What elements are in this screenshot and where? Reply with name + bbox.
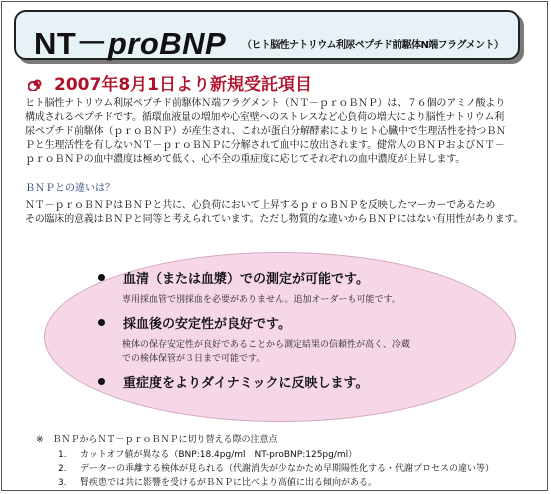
footnote-heading: ※ ＢＮＰからＮＴ－ｐｒｏＢＮＰに切り替える際の注意点 (36, 435, 278, 445)
bullet-icon (98, 274, 105, 281)
advantage-note: での検体保管が３日まで可能です。 (122, 354, 266, 364)
advantage-note: 専用採血管で別採血を必要がありません。追加オーダーも可能です。 (122, 295, 401, 305)
advantage-title: 血清（または血漿）での測定が可能です。 (123, 272, 369, 287)
advantage-item (98, 268, 369, 287)
swirl-icon (28, 75, 44, 91)
footnote-text: データーの乖離する検体が見られる（代謝消失が少なかため早期陽性化する・代謝プロセスの違い等） (80, 464, 495, 474)
footnote-text: カットオフ値が異なる（BNP:18.4pg/ml NT-proBNP:125pg/ml） (80, 450, 358, 460)
difference-paragraph (25, 199, 525, 227)
footnote-number: 2. (58, 464, 67, 474)
footnote-number: 3. (58, 478, 67, 488)
intro-line: 尿ペプチド前駆体（ｐｒｏＢＮＰ）が産生され、これが蛋白分解酵素によりヒト心臓中で生理活性を持つＢＮ (25, 126, 506, 137)
footnote-text: 腎疾患では共に影響を受けるがＢＮＰに比べより高値に出る傾向がある。 (80, 478, 378, 488)
footnote-item (58, 461, 494, 474)
advantage-title: 重症度をよりダイナミックに反映します。 (123, 376, 369, 391)
difference-line: ＮＴ－ｐｒｏＢＮＰはＢＮＰと共に、心負荷において上昇するｐｒｏＢＮＰを反映したマーカーであるため (25, 200, 496, 211)
advantage-item (98, 372, 368, 391)
difference-line: その臨床的意義はＢＮＰと同等と考えられています。ただし物質的な違いからＢＮＰにはない有用性があります。 (25, 214, 524, 225)
title-prefix: NT－ (34, 26, 108, 61)
intro-line: ヒト脳性ナトリウム利尿ペプチド前駆体Ｎ端フラグメント（ＮＴ－ｐｒｏＢＮＰ）は、７６個のアミノ酸より (25, 98, 505, 109)
footnote-item (58, 475, 377, 488)
advantage-item (98, 313, 291, 332)
intro-line: Ｐと生理活性を有しないＮＴ－ｐｒｏＢＮＰに分解されて血中に放出されます。健常人のＢＮＰおよびＮＴ－ (25, 140, 505, 151)
intro-line: 構成されるペプチドです。循環血液量の増加や心室壁へのストレスなど心負荷の増大により脳性ナトリウム利 (25, 112, 504, 123)
intro-line: ｐｒｏＢＮＰの血中濃度は極めて低く、心不全の重症度に応じてそれぞれの血中濃度が上昇します。 (25, 154, 465, 165)
bullet-icon (98, 319, 105, 326)
title-banner (14, 10, 520, 60)
title-italic: proBNP (107, 26, 227, 61)
difference-heading: ＢＮＰとの違いは？ (25, 183, 115, 194)
footnote-item (58, 447, 357, 460)
page-title (34, 18, 226, 63)
advantage-note: 検体の保存安定性が良好であることから測定結果の信頼性が高く、冷蔵 (122, 340, 410, 350)
heading-text: 2007年8月1日より新規受託項目 (54, 75, 312, 95)
bullet-icon (98, 378, 105, 385)
section-heading (28, 70, 312, 95)
footnote-number: 1. (58, 450, 67, 460)
page-subtitle: （ヒト脳性ナトリウム利尿ペプチド前駆体N端フラグメント） (242, 40, 504, 51)
advantage-title: 採血後の安定性が良好です。 (123, 317, 291, 332)
intro-paragraph (25, 97, 525, 167)
